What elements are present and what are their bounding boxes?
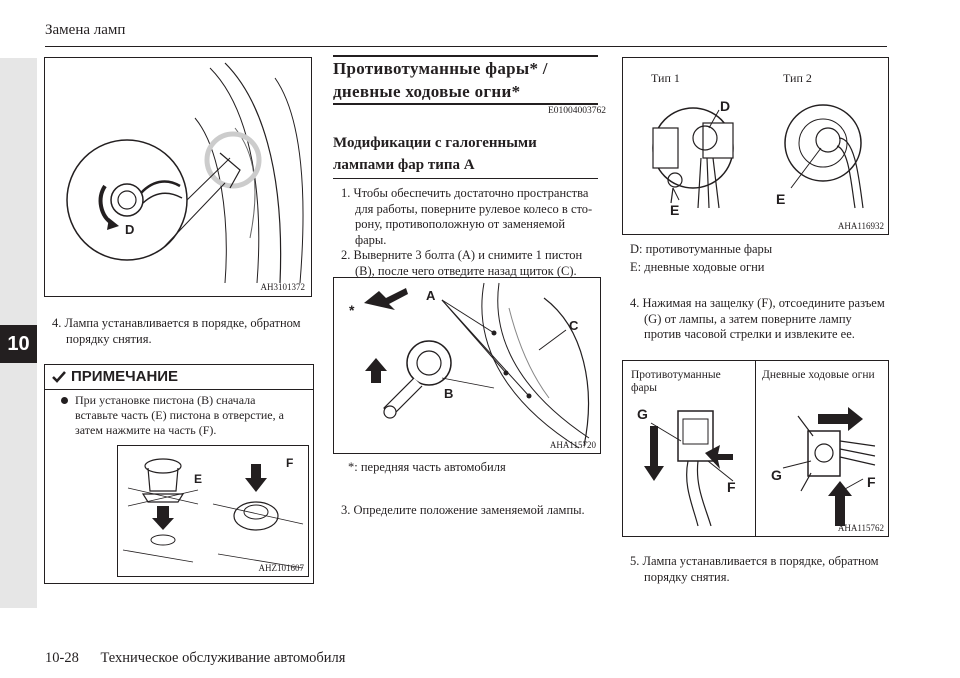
step-1: 1. Чтобы обеспечить достаточно пространства для работы, поверните рулевое колесо в сто-рону, противоположную от заменяемой фары.: [341, 186, 593, 247]
page-number: 10-28: [45, 650, 79, 666]
legend-e: E: дневные ходовые огни: [630, 260, 765, 274]
label-d: D: [125, 222, 135, 237]
note-title: ПРИМЕЧАНИЕ: [71, 368, 179, 385]
note-box: [44, 364, 314, 584]
label-e-type1: E: [670, 202, 680, 218]
steps-list: [341, 186, 599, 279]
headlamp-illustration: [45, 58, 311, 296]
legend: [630, 240, 885, 276]
doc-code: E01004003762: [548, 106, 607, 116]
drl-label: Дневные ходовые огни: [762, 369, 875, 381]
section-title: Противотуманные фары* / дневные ходовые огни*: [333, 59, 548, 101]
page-header-title: Замена ламп: [45, 22, 126, 38]
figure-code: AHZ101607: [258, 563, 304, 573]
step-3: 3. Определите положение заменяемой лампы.: [341, 503, 585, 517]
step-text: 4. Нажимая на защелку (F), отсоедините разъем (G) от лампы, а затем поверните лампу против часовой стрелки и извлеките ее.: [630, 296, 885, 341]
section-rule-bottom: [333, 103, 598, 105]
label-f: F: [286, 456, 294, 470]
bullet-icon: [61, 397, 68, 404]
label-f-fog: F: [727, 479, 736, 495]
figure-code: AHA115720: [549, 440, 596, 450]
step-4-right: [630, 296, 887, 343]
step-4-left: [52, 316, 310, 347]
figure-code: AHA115762: [837, 523, 884, 533]
splash-shield-illustration: [334, 278, 600, 453]
label-g-drl: G: [771, 467, 782, 483]
subsection-title: Модификации с галогенными лампами фар типа A: [333, 135, 537, 173]
footnote: *: передняя часть автомобиля: [348, 460, 506, 474]
note-text: При установке пистона (B) сначала вставьте часть (E) пистона в отверстие, а затем нажмите на часть (F).: [75, 393, 284, 437]
checkmark-icon: [51, 370, 67, 384]
legend-d: D: противотуманные фары: [630, 242, 773, 256]
label-d: D: [720, 98, 731, 114]
label-c: C: [569, 318, 579, 333]
chapter-tab: 10: [0, 325, 37, 363]
subsection-rule: [333, 178, 598, 179]
page-footer: [45, 650, 345, 667]
type-2-label: Тип 2: [783, 71, 812, 85]
step-5: [630, 554, 887, 585]
figure-bulb-types: [622, 57, 889, 235]
step-2: 2. Выверните 3 болта (A) и снимите 1 пистон (B), после чего отведите назад щиток (C).: [341, 248, 583, 278]
book-title: Техническое обслуживание автомобиля: [100, 650, 346, 666]
figure-code: AHA116932: [837, 221, 884, 231]
piston-illustration: [118, 446, 308, 576]
star-marker: *: [349, 302, 355, 318]
step-text: 5. Лампа устанавливается в порядке, обратном порядку снятия.: [630, 554, 879, 584]
label-b: B: [444, 386, 454, 401]
label-a: A: [426, 288, 436, 303]
note-header: [45, 365, 313, 390]
figure-connector: [622, 360, 889, 537]
label-g-fog: G: [637, 406, 648, 422]
note-item: [61, 393, 301, 438]
figure-code: AH3101372: [260, 282, 305, 292]
figure-headlamp-removal: [44, 57, 312, 297]
label-e-type2: E: [776, 191, 786, 207]
header-rule: [45, 46, 887, 47]
figure-splash-shield: [333, 277, 601, 454]
fog-lamp-label: Противотуманные фары: [631, 369, 721, 394]
label-e: E: [194, 472, 203, 486]
type-1-label: Тип 1: [651, 71, 680, 85]
label-f-drl: F: [867, 474, 876, 490]
step-text: 4. Лампа устанавливается в порядке, обратном порядку снятия.: [52, 316, 301, 346]
connector-illustration: [623, 361, 888, 536]
figure-piston: [117, 445, 309, 577]
